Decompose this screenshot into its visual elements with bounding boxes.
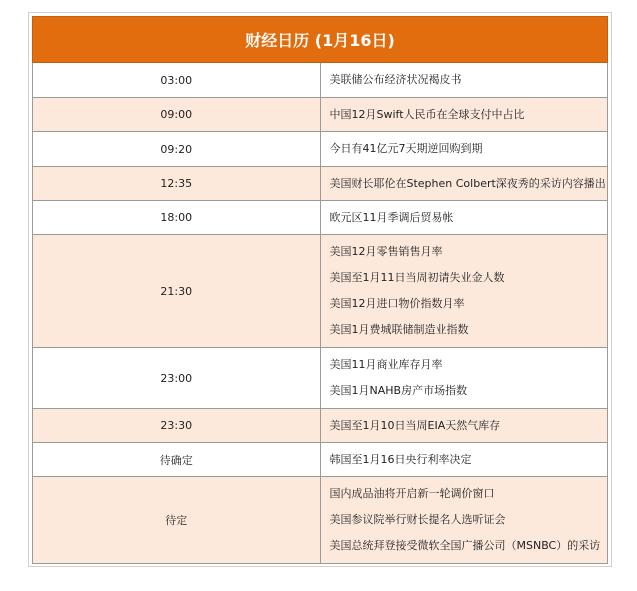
event-item: 美国11月商业库存月率 <box>329 358 443 371</box>
event-item: 美国1月NAHB房产市场指数 <box>329 384 468 397</box>
event-time: 待确定 <box>33 443 321 477</box>
event-item: 美联储公布经济状况褐皮书 <box>329 73 462 86</box>
calendar-header-row <box>33 17 608 63</box>
event-list <box>320 167 608 201</box>
event-list <box>320 132 608 167</box>
event-time: 21:30 <box>33 235 321 348</box>
table-row <box>33 235 608 348</box>
table-row <box>33 477 608 564</box>
event-item: 欧元区11月季调后贸易帐 <box>329 210 454 224</box>
table-row <box>33 348 608 409</box>
event-time: 09:00 <box>33 98 321 132</box>
table-row <box>33 98 608 132</box>
event-time: 12:35 <box>33 167 321 201</box>
event-item: 今日有41亿元7天期逆回购到期 <box>329 142 483 155</box>
event-time: 03:00 <box>33 63 321 98</box>
table-row <box>33 63 608 98</box>
event-list <box>320 443 608 477</box>
event-item: 美国12月零售销售月率 <box>329 245 443 258</box>
event-item: 美国财长耶伦在Stephen Colbert深夜秀的采访内容播出 <box>329 176 606 190</box>
event-item: 美国总统拜登接受微软全国广播公司（MSNBC）的采访 <box>329 539 601 552</box>
event-item: 美国12月进口物价指数月率 <box>329 297 465 310</box>
event-item: 韩国至1月16日央行利率决定 <box>329 452 472 466</box>
table-row <box>33 167 608 201</box>
event-list <box>320 63 608 98</box>
financial-calendar-table <box>32 16 608 564</box>
calendar-title: 财经日历 (1月16日) <box>33 17 608 63</box>
event-item: 国内成品油将开启新一轮调价窗口 <box>329 487 495 500</box>
event-list <box>320 98 608 132</box>
event-time: 18:00 <box>33 201 321 235</box>
table-row <box>33 132 608 167</box>
event-list <box>320 201 608 235</box>
event-time: 09:20 <box>33 132 321 167</box>
event-item: 美国至1月11日当周初请失业金人数 <box>329 271 505 284</box>
calendar-body <box>33 63 608 564</box>
event-item: 中国12月Swift人民币在全球支付中占比 <box>329 107 525 121</box>
event-item: 美国1月费城联储制造业指数 <box>329 323 469 336</box>
event-list <box>320 348 608 409</box>
event-item: 美国参议院举行财长提名人选听证会 <box>329 513 506 526</box>
event-time: 23:30 <box>33 409 321 443</box>
table-row <box>33 409 608 443</box>
event-time: 待定 <box>33 477 321 564</box>
event-item: 美国至1月10日当周EIA天然气库存 <box>329 418 501 432</box>
table-row <box>33 443 608 477</box>
event-list <box>320 409 608 443</box>
event-time: 23:00 <box>33 348 321 409</box>
event-list <box>320 235 608 348</box>
event-list <box>320 477 608 564</box>
table-row <box>33 201 608 235</box>
